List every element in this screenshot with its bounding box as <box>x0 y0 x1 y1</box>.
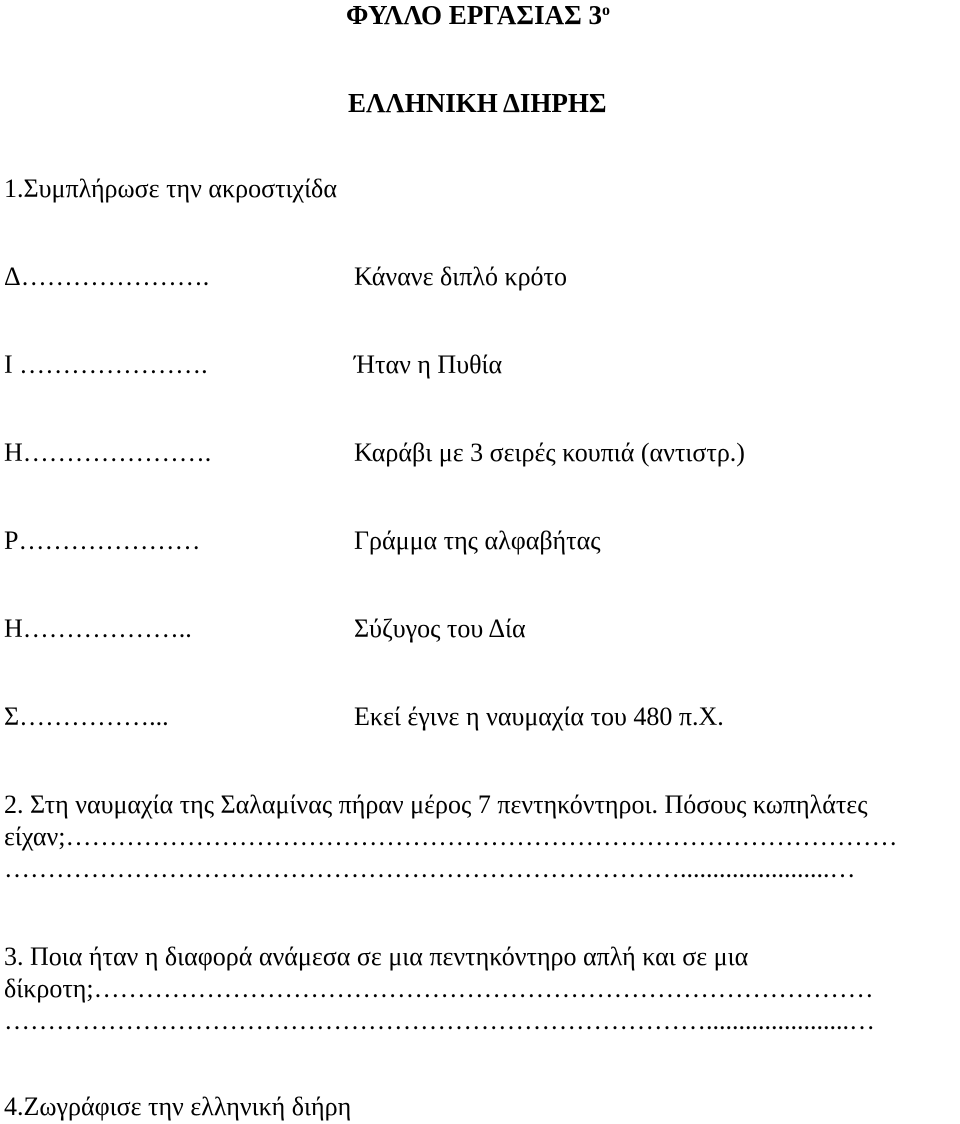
question-1-prompt: 1.Συμπλήρωσε την ακροστιχίδα <box>4 174 337 203</box>
acrostic-clue-4: Γράμμα της αλφαβήτας <box>354 526 601 555</box>
question-3-line-3: ………………………………………………………………………......................… <box>4 1006 875 1035</box>
question-4-prompt: 4.Ζωγράφισε την ελληνική διήρη <box>4 1092 352 1121</box>
question-2-line-1: 2. Στη ναυμαχία της Σαλαμίνας πήραν μέρος 7 πεντηκόντηροι. Πόσους κωπηλάτες <box>4 790 868 819</box>
acrostic-blank-4: Ρ………………… <box>4 526 201 555</box>
acrostic-blank-1: Δ…………………. <box>4 262 210 291</box>
acrostic-clue-2: Ήταν η Πυθία <box>354 350 503 379</box>
acrostic-blank-6: Σ……………... <box>4 702 169 731</box>
page-subtitle: ΕΛΛΗΝΙΚΗ ΔΙΗΡΗΣ <box>348 88 607 118</box>
acrostic-blank-5: Η……………….. <box>4 614 192 643</box>
question-3-line-1: 3. Ποια ήταν η διαφορά ανάμεσα σε μια πεντηκόντηρο απλή και σε μια <box>4 942 749 971</box>
question-3-line-2: δίκροτη;……………………………………………………………………………… <box>4 974 874 1003</box>
page-title-superscript: ο <box>602 2 610 19</box>
acrostic-clue-3: Καράβι με 3 σειρές κουπιά (αντιστρ.) <box>354 438 745 467</box>
acrostic-clue-6: Εκεί έγινε η ναυμαχία του 480 π.Χ. <box>354 702 724 731</box>
page-title <box>346 0 610 31</box>
acrostic-clue-1: Κάνανε διπλό κρότο <box>354 262 567 291</box>
question-2-line-3: …………………………………………………………………….......................… <box>4 854 856 883</box>
acrostic-blank-2: Ι …………………. <box>4 350 208 379</box>
acrostic-blank-3: Η…………………. <box>4 438 212 467</box>
question-2-line-2: είχαν;…………………………………………………………………………………… <box>4 822 898 851</box>
page-title-text: ΦΥΛΛΟ ΕΡΓΑΣΙΑΣ 3 <box>346 0 602 30</box>
acrostic-clue-5: Σύζυγος του Δία <box>354 614 526 643</box>
